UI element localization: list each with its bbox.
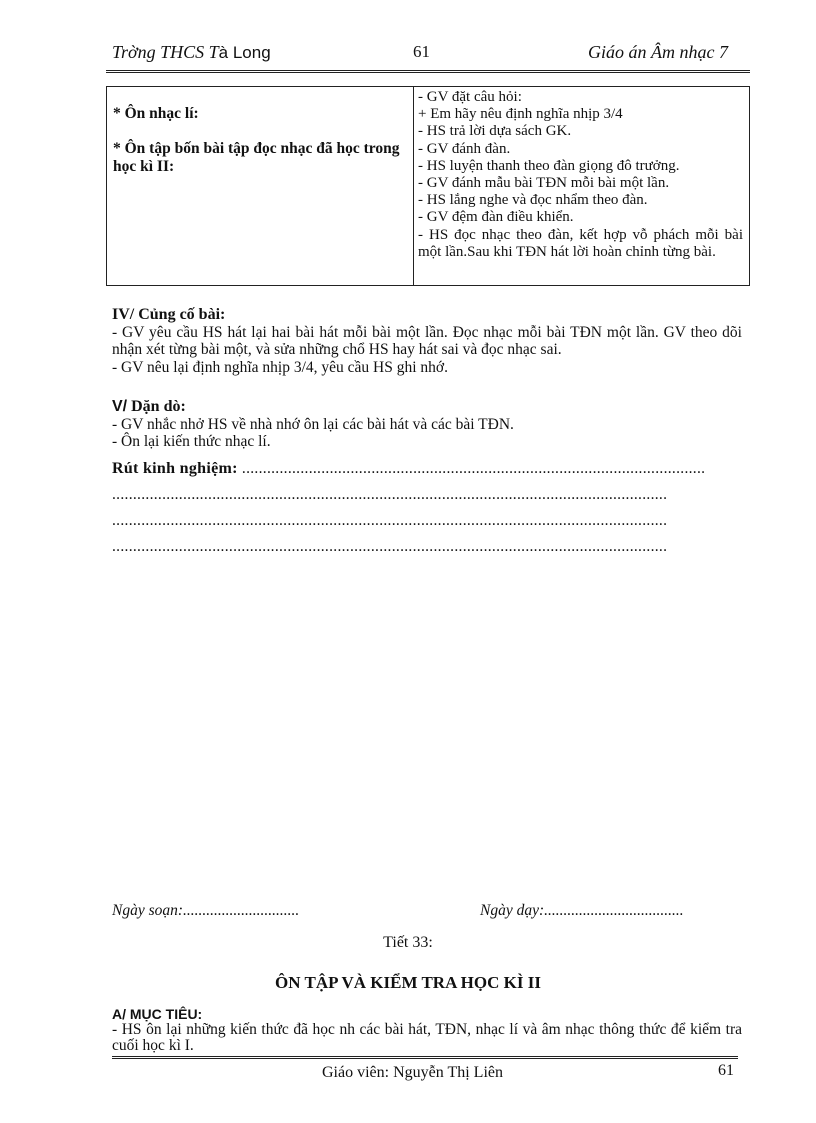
- header-subject: Giáo án Âm nhạc 7: [588, 42, 728, 62]
- header-rule: [106, 70, 750, 73]
- header-school-prefix: Trờng THCS T: [112, 42, 219, 62]
- table-right-line: + Em hãy nêu định nghĩa nhịp 3/4: [418, 106, 623, 123]
- lesson-title: ÔN TẬP VÀ KIỂM TRA HỌC KÌ II: [275, 973, 541, 992]
- activity-table: [106, 86, 750, 286]
- section-line: - Ôn lại kiến thức nhạc lí.: [112, 433, 271, 450]
- tiet-number: Tiết 33:: [383, 934, 433, 951]
- table-right-line: - HS đọc nhạc theo đàn, kết hợp vỗ phách mỗi bài một lần.Sau khi TĐN hát lời hoàn chỉnh từng bài.: [418, 226, 743, 260]
- rkn-dots-line: .....................................................................................................................................: [112, 538, 668, 555]
- section-cung-co: [112, 306, 742, 376]
- teacher-label: Giáo viên:: [322, 1064, 394, 1081]
- footer-teacher: [322, 1064, 503, 1082]
- rkn-dots-line: .....................................................................................................................................: [112, 486, 668, 503]
- section-heading: IV/ Củng cố bài:: [112, 306, 226, 323]
- heading-rest: Dặn dò:: [127, 398, 186, 415]
- header-page-number: 61: [413, 42, 430, 61]
- section-line: - GV yêu cầu HS hát lại hai bài hát mỗi bài một lần. Đọc nhạc mỗi bài TĐN một lần. GV theo dõi nhận xét từng bài một, và sửa những chổ HS hay hát sai và đọc nhạc sai.: [112, 323, 742, 358]
- rkn-label: Rút kinh nghiệm:: [112, 460, 238, 477]
- muc-tieu-line: - HS ôn lại những kiến thức đã học nh các bài hát, TĐN, nhạc lí và âm nhạc thông thức để kiểm tra cuối học kì I.: [112, 1021, 742, 1054]
- table-right-cell: [414, 87, 750, 286]
- ngay-soan: Ngày soạn:..............................: [112, 902, 300, 919]
- teacher-name: Nguyễn Thị Liên: [393, 1064, 503, 1081]
- ngay-day: Ngày dạy:....................................: [480, 902, 684, 919]
- section-line: - GV nêu lại định nghĩa nhịp 3/4, yêu cầu HS ghi nhớ.: [112, 358, 448, 376]
- muc-tieu-heading: A/ MỤC TIÊU:: [112, 1006, 203, 1022]
- table-right-line: - GV đặt câu hỏi:: [418, 89, 522, 105]
- heading-prefix: V/: [112, 398, 128, 415]
- table-left-cell: [107, 87, 414, 286]
- table-left-item: * Ôn nhạc lí:: [113, 105, 199, 122]
- header-school-suffix: à Long: [218, 43, 271, 62]
- table-left-item: * Ôn tập bốn bài tập đọc nhạc đã học trong học kì II:: [113, 140, 400, 175]
- rkn-first-line: [112, 456, 742, 482]
- rkn-dots-line: .....................................................................................................................................: [112, 512, 668, 529]
- footer-page-number: 61: [718, 1062, 734, 1079]
- section-heading: [112, 398, 742, 416]
- section-rut-kinh-nghiem: [112, 456, 742, 560]
- table-right-line: - GV đánh mẫu bài TĐN mỗi bài một lần.: [418, 175, 670, 192]
- table-right-line: - HS lắng nghe và đọc nhẩm theo đàn.: [418, 192, 648, 209]
- table-right-line: - HS trả lời dựa sách GK.: [418, 123, 572, 140]
- table-right-line: - GV đánh đàn.: [418, 140, 511, 157]
- section-line: - GV nhắc nhở HS về nhà nhớ ôn lại các bài hát và các bài TĐN.: [112, 415, 514, 433]
- table-right-line: - HS luyện thanh theo đàn giọng đô trưởng.: [418, 157, 680, 174]
- section-muc-tieu: [112, 1006, 742, 1054]
- rkn-dots: ...............................................................................................................: [237, 460, 706, 477]
- section-dan-do: [112, 398, 742, 451]
- header-school: [112, 42, 271, 63]
- table-right-line: - GV đệm đàn điều khiển.: [418, 209, 574, 226]
- footer-rule: [112, 1056, 738, 1059]
